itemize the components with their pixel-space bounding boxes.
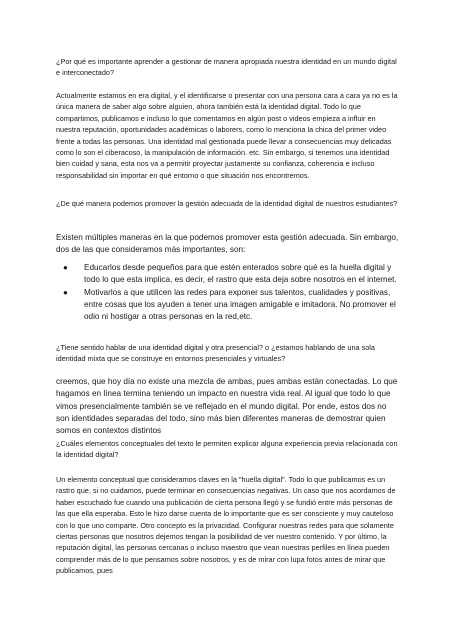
paragraph-3: creemos, que hoy día no existe una mezcla de ambas, pues ambas están conectadas. Lo que hagamos en línea termina teniendo un impacto en nuestra vida real. Al igual que todo lo que vimos presencialmente también se ve reflejado en el mundo digital. Por ende, estos dos no son identidades separadas del todo, sino más bien diferentes maneras de demostrar quien somos en contextos distintos — [56, 377, 398, 436]
paragraph-4: Un elemento conceptual que consideramos claves en la "huella digital". Todo lo que publicamos es un rastro que, si no cuidamos, puede terminar en consecuencias negativas. Un caso que nos acordamos de haber escuchado fue cuando una publicación de cierta persona llegó y se fundió entre más personas de las que ella esperaba. Esto le hizo darse cuenta de lo importante que es ser consciente y muy cauteloso con lo que uno comparte. Otro concepto es la privacidad. Configurar nuestras redes para que solamente ciertas personas que nosotros dejemos tengan la posibilidad de ver nuestro contenido. Y por último, la reputación digital, las personas cercanas o incluso maestro que vean nuestras perfiles en línea pueden comprender más de lo que pensamos sobre nosotros, y es de mirar con lupa fotos antes de mirar que publicamos, pues — [56, 475, 396, 576]
bullet-list — [56, 262, 401, 323]
question-4: ¿Cuáles elementos conceptuales del texto le permiten explicar alguna experiencia previa relacionada con la identidad digital? — [56, 439, 398, 460]
paragraph-2: Existen múltiples maneras en la que podemos promover esta gestión adecuada. Sin embargo, dos de las que consideramos más importantes, son: — [56, 233, 399, 255]
question-1: ¿Por qué es importante aprender a gestionar de manera apropiada nuestra identidad en un mundo digital e interconectado? — [56, 57, 397, 78]
bullet-icon: ● — [63, 287, 68, 297]
list-item-text: Educarlos desde pequeños para que estén enterados sobre qué es la huella digital y todo lo que esta implica, es decir, el rastro que esta deja sobre nosotros en el internet. — [84, 263, 397, 285]
list-item — [56, 287, 401, 324]
bullet-icon: ● — [63, 263, 68, 272]
question-2: ¿De qué manera podemos promover la gestión adecuada de la identidad digital de nuestros estudiantes? — [56, 199, 398, 208]
question-3: ¿Tiene sentido hablar de una identidad digital y otra presencial? o ¿estamos hablando de una sola identidad mixta que se construye en entornos presenciales y virtuales? — [56, 343, 375, 364]
list-item-text: Motivarlos a que utilicen las redes para exponer sus talentos, cualidades y positivas, entre cosas que los ayuden a tener una imagen amigable e imitadora. No promover el odio ni hostigar a otras personas en la red,etc. — [84, 287, 396, 322]
paragraph-1: Actualmente estamos en era digital, y el identificarse o presentar con una persona cara a cara ya no es la única manera de saber algo sobre alguien, ahora también está la identidad digital. Todo lo que compartimos, publicamos e incluso lo que comentamos en algún post o videos empieza a influir en nuestra reputación, oportunidades académicas o laborers, como lo menciona la chica del primer video frente a todas las personas. Una identidad mal gestionada puede llevar a consecuencias muy delicadas como lo son el ciberacoso, la manipulación de información. etc. Sin embargo, si tenemos una identidad bien cuidad y sana, esta nos va a permitir proyectar justamente su confianza, coherencia e incluso responsabilidad sin importar en qué entorno o que situación nos encontremos. — [56, 91, 398, 180]
list-item — [56, 262, 401, 287]
